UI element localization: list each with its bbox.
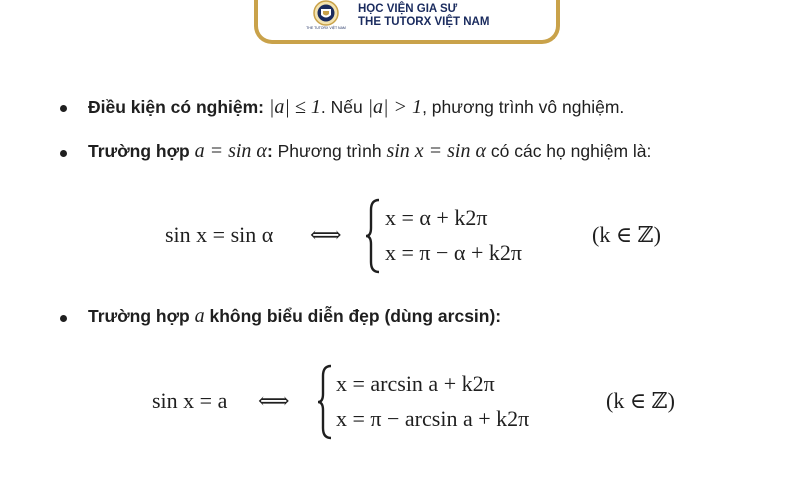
shield-logo-icon	[312, 0, 340, 26]
bullet-case2-bold-post: không biểu diễn đẹp (dùng arcsin):	[209, 306, 502, 326]
equation-2	[152, 371, 692, 448]
bullet-dot	[60, 105, 67, 112]
bullet-case2-bold: Trường hợp	[88, 306, 190, 326]
eq2-domain: (k ∈ ℤ)	[606, 388, 675, 413]
eq1-lhs: sin x = sin α	[165, 222, 274, 247]
math-case2-var: a	[194, 305, 205, 327]
eq2-lhs: sin x = a	[152, 388, 228, 413]
equation-1	[165, 205, 685, 282]
eq1-brace-icon	[365, 198, 381, 274]
eq2-case1: x = arcsin a + k2π	[336, 371, 495, 396]
eq2-brace-icon	[317, 364, 333, 440]
logo	[304, 0, 348, 34]
math-condition2: |a| > 1	[367, 96, 423, 118]
bullet-case1-tail: có các họ nghiệm là:	[486, 141, 652, 161]
eq1-case1: x = α + k2π	[385, 205, 488, 230]
bullet-condition-tail: , phương trình vô nghiệm.	[422, 97, 625, 117]
eq1-domain: (k ∈ ℤ)	[592, 222, 661, 247]
bullet-case1-colon: :	[266, 141, 273, 161]
bullet-case2	[88, 305, 501, 328]
bullet-case1-bold: Trường hợp	[88, 141, 190, 161]
math-condition: |a| ≤ 1	[268, 96, 321, 118]
eq1-case2: x = π − α + k2π	[385, 240, 522, 265]
bullet-condition	[88, 96, 624, 119]
banner-title-line2: THE TUTORX VIỆT NAM	[358, 16, 490, 28]
bullet-dot	[60, 315, 67, 322]
bullet-dot	[60, 150, 67, 157]
banner-title	[358, 3, 489, 29]
eq2-case2: x = π − arcsin a + k2π	[336, 406, 530, 431]
banner-title-line1: HỌC VIỆN GIA SƯ	[358, 3, 458, 15]
bullet-condition-text: . Nếu	[320, 97, 368, 117]
header-banner	[254, 0, 560, 44]
math-case1-var: a = sin α	[194, 140, 267, 162]
eq1-arrow: ⟺	[310, 222, 342, 247]
bullet-condition-bold: Điều kiện có nghiệm:	[88, 97, 264, 117]
math-case1-eq: sin x = sin α	[386, 140, 486, 162]
bullet-case1-text: Phương trình	[272, 141, 387, 161]
bullet-case1	[88, 140, 651, 163]
eq2-arrow: ⟺	[258, 388, 290, 413]
logo-caption: THE TUTORX VIỆT NAM	[306, 26, 346, 30]
